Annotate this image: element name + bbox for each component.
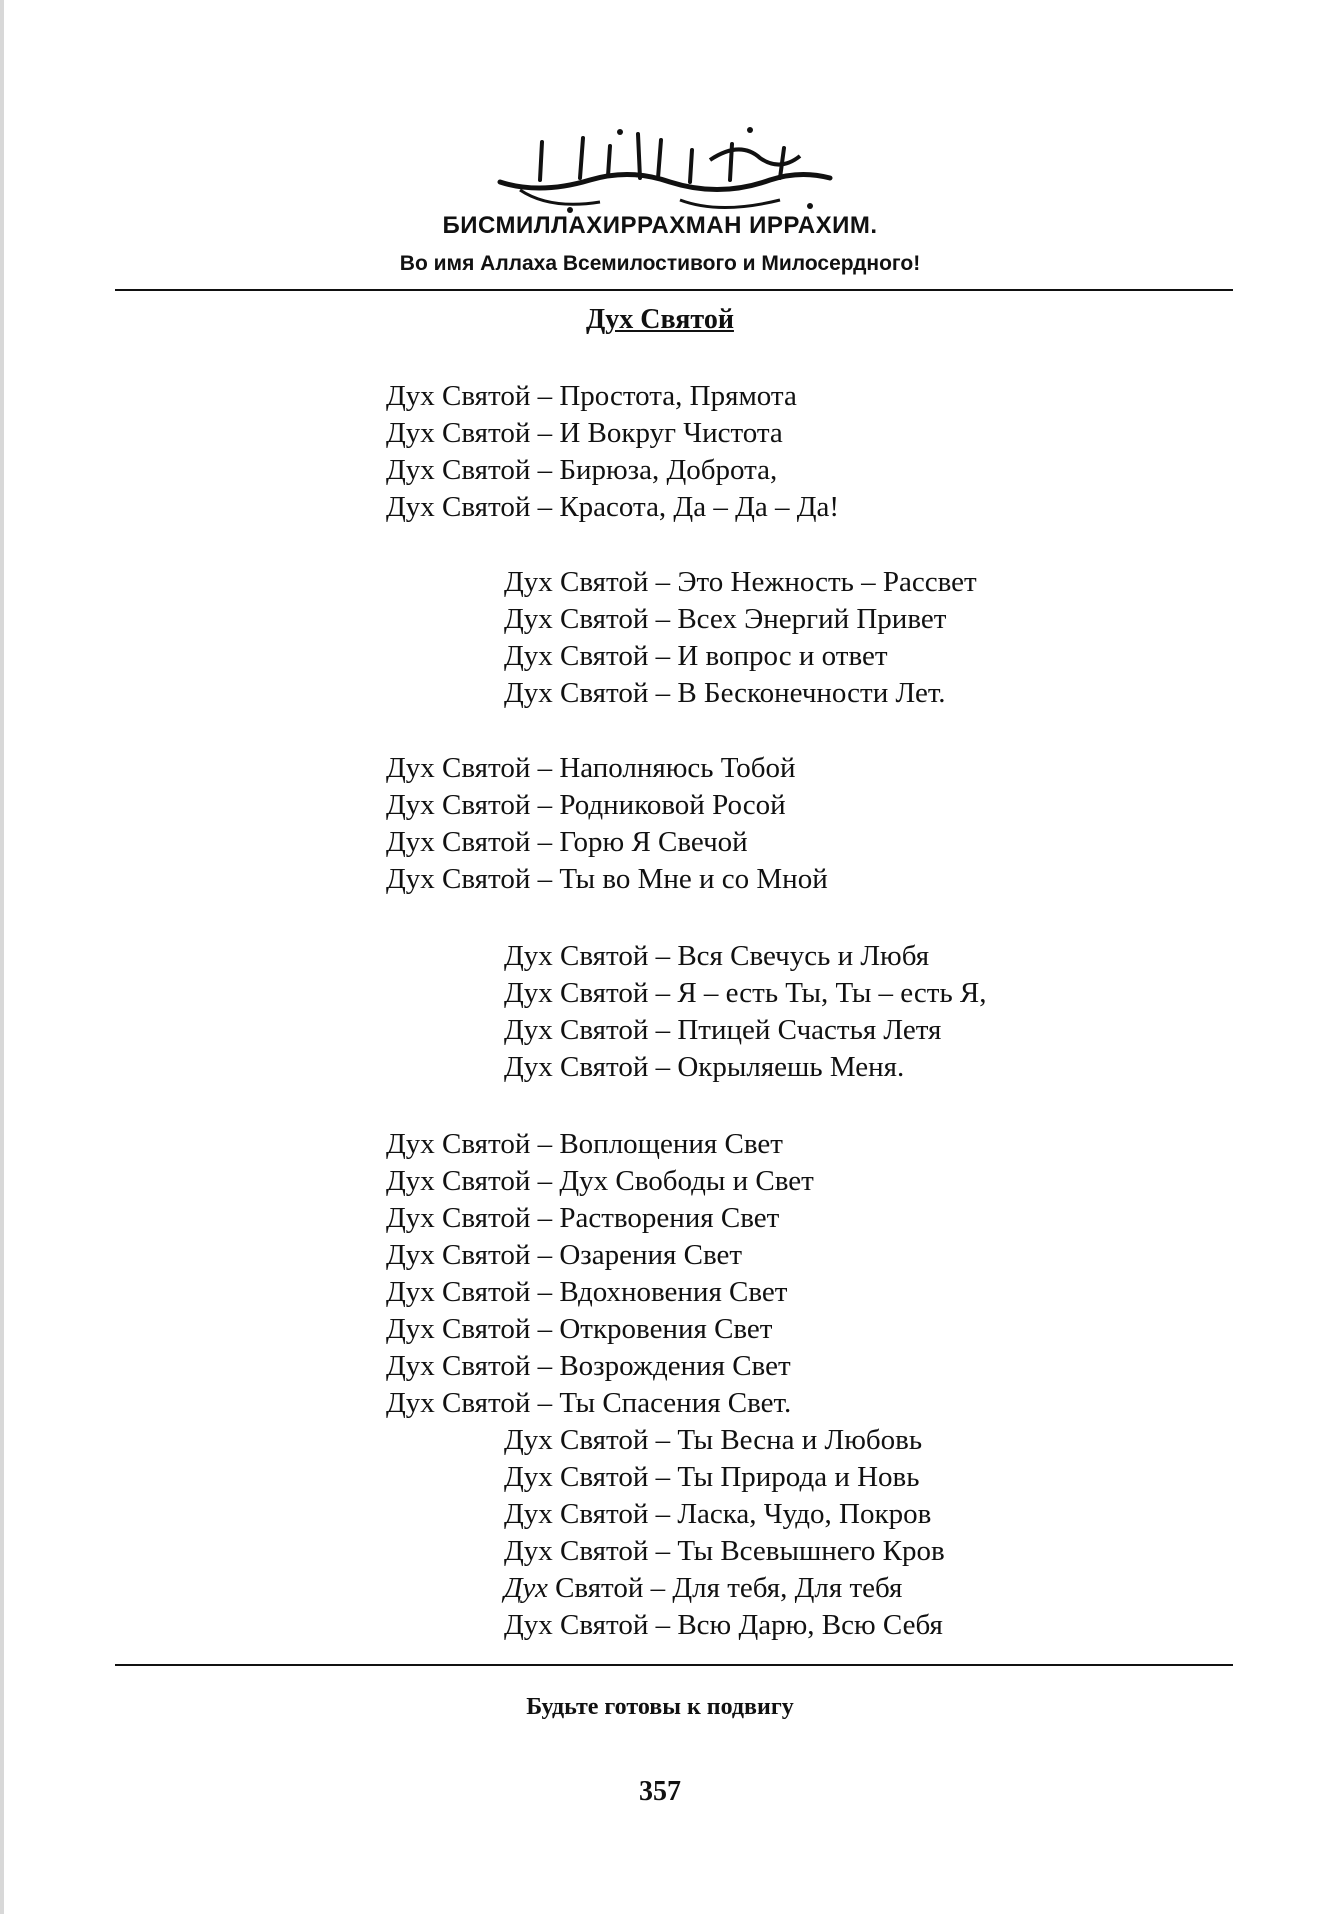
poem-line: Дух Святой – Возрождения Свет [386, 1350, 791, 1382]
poem-line: Дух Святой – Окрыляешь Меня. [504, 1051, 905, 1083]
poem-line: Дух Святой – Ласка, Чудо, Покров [504, 1498, 932, 1530]
poem-line: Дух Святой – Это Нежность – Рассвет [504, 566, 977, 598]
poem-line: Дух Святой – Простота, Прямота [386, 380, 797, 412]
poem-line: Дух Святой – Всю Дарю, Всю Себя [504, 1609, 943, 1641]
header-divider [115, 289, 1233, 291]
footer-divider [115, 1664, 1233, 1666]
bismillah-translation: Во имя Аллаха Всемилостивого и Милосердного! [399, 252, 921, 275]
poem-line: Дух Святой – И Вокруг Чистота [386, 417, 783, 449]
poem-line: Дух Святой – Ты во Мне и со Мной [386, 863, 828, 895]
poem-title: Дух Святой [586, 304, 734, 335]
poem-line: Дух Святой – Ты Спасения Свет. [386, 1387, 792, 1419]
poem-line: Дух Святой – В Бесконечности Лет. [504, 677, 946, 709]
poem-line: Дух Святой – Красота, Да – Да – Да! [386, 491, 840, 523]
poem-line: Дух Святой – И вопрос и ответ [504, 640, 888, 672]
page-number: 357 [639, 1776, 681, 1807]
poem-line: Дух Святой – Воплощения Свет [386, 1128, 783, 1160]
footer-caption: Будьте готовы к подвигу [526, 1694, 794, 1720]
bismillah-transliteration: БИСМИЛЛАХИРРАХМАН ИРРАХИМ. [442, 212, 878, 239]
poem-line: Дух Святой – Наполняюсь Тобой [386, 752, 796, 784]
poem-line: Дух Святой – Вся Свечусь и Любя [504, 940, 930, 972]
poem-line: Дух Святой – Откровения Свет [386, 1313, 773, 1345]
italic-word: Дух [504, 1572, 548, 1604]
poem-line: Дух Святой – Всех Энергий Привет [504, 603, 947, 635]
page-edge-shadow [0, 0, 4, 1914]
poem-line: Дух Святой – Родниковой Росой [386, 789, 786, 821]
poem-line: Дух Святой – Я – есть Ты, Ты – есть Я, [504, 977, 987, 1009]
poem-line: Дух Святой – Ты Всевышнего Кров [504, 1535, 945, 1567]
line-rest: Святой – Для тебя, Для тебя [547, 1572, 903, 1604]
poem-line: Дух Святой – Вдохновения Свет [386, 1276, 788, 1308]
poem-line: Дух Святой – Озарения Свет [386, 1239, 743, 1271]
poem-line: Дух Святой – Ты Природа и Новь [504, 1461, 920, 1493]
poem-line-italic-start [504, 1570, 902, 1606]
poem-line: Дух Святой – Птицей Счастья Летя [504, 1014, 942, 1046]
poem-line: Дух Святой – Ты Весна и Любовь [504, 1424, 923, 1456]
poem-line: Дух Святой – Растворения Свет [386, 1202, 780, 1234]
poem-line: Дух Святой – Дух Свободы и Свет [386, 1165, 814, 1197]
poem-line: Дух Святой – Горю Я Свечой [386, 826, 748, 858]
bismillah-calligraphy [480, 120, 850, 220]
poem-line: Дух Святой – Бирюза, Доброта, [386, 454, 778, 486]
